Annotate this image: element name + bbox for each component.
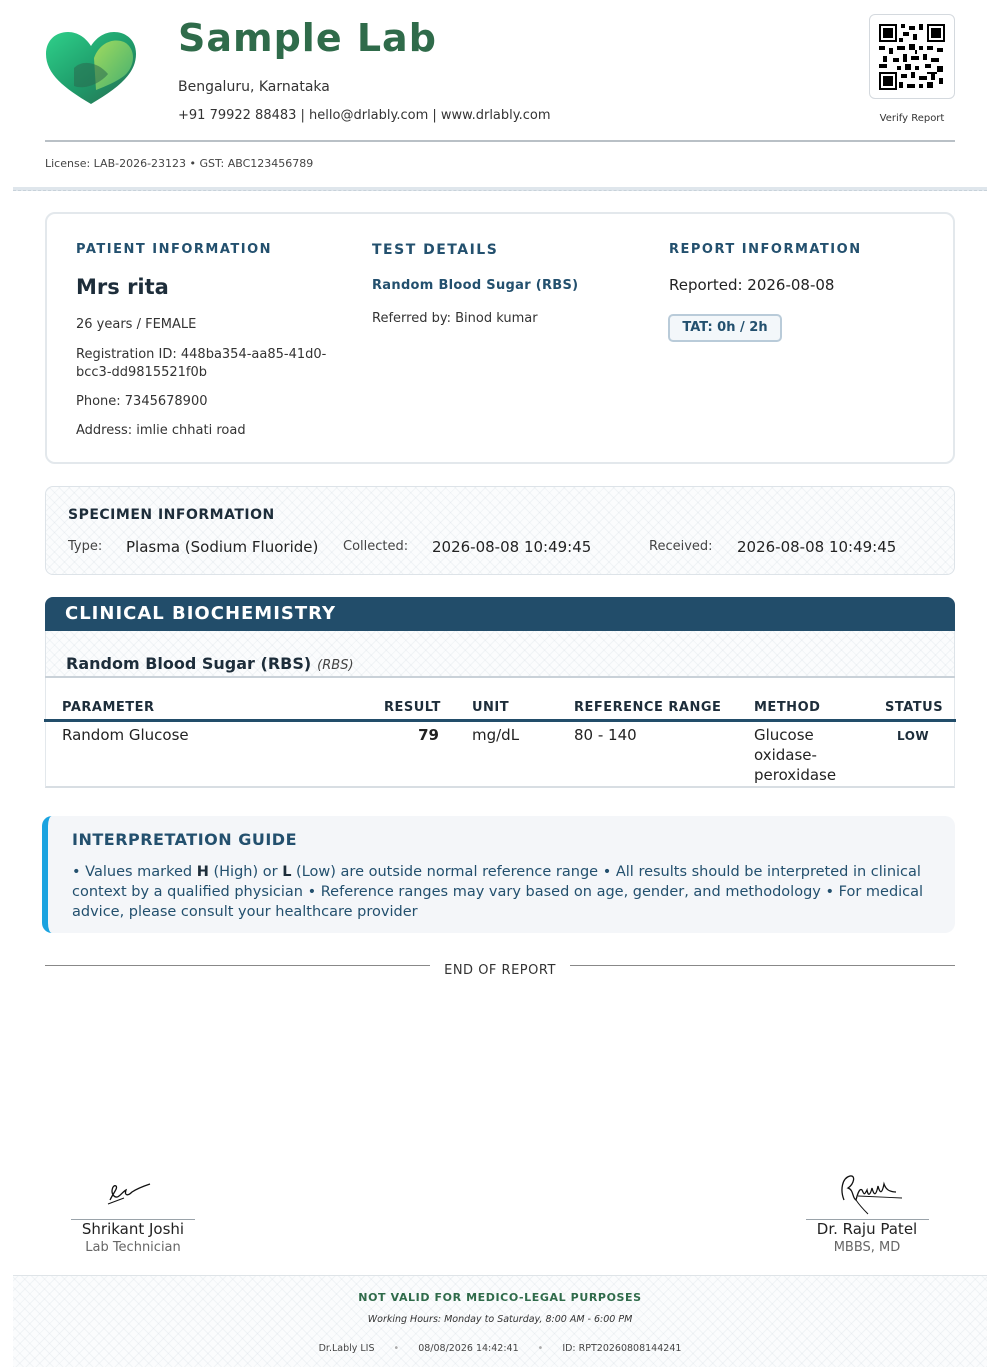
- result-status-badge: LOW: [897, 729, 930, 743]
- verify-qr-code[interactable]: [869, 14, 955, 99]
- patient-registration-id: [76, 346, 326, 382]
- specimen-card: [45, 486, 955, 575]
- footer-warning: NOT VALID FOR MEDICO-LEGAL PURPOSES: [358, 1291, 642, 1304]
- interpretation-part-2: (High) or: [208, 864, 283, 880]
- interpretation-text: [72, 862, 932, 922]
- doctor-name: Dr. Raju Patel: [816, 1220, 918, 1238]
- test-band-code: (RBS): [317, 658, 354, 673]
- interpretation-part-1: Values marked: [80, 864, 197, 880]
- test-band-name: Random Blood Sugar (RBS): [66, 654, 312, 673]
- technician-name: Shrikant Joshi: [81, 1220, 185, 1238]
- test-band-title: [66, 654, 354, 673]
- signature-doctor: [834, 1170, 904, 1220]
- header-divider: [45, 140, 955, 142]
- registration-line-1: Registration ID: 448ba354-aa85-41d0-: [76, 347, 327, 362]
- interpretation-part-3: (Low) are outside normal reference range • All results should be interpreted in clinical context by a qualified physician • Reference ranges may vary based on age, gender, and methodology • For medical advice, please consult your healthcare provider: [72, 864, 924, 920]
- result-parameter: Random Glucose: [62, 726, 189, 744]
- result-reference-range: 80 - 140: [574, 726, 637, 744]
- collected-value: 2026-08-08 10:49:45: [432, 538, 592, 556]
- interpretation-title: INTERPRETATION GUIDE: [72, 830, 298, 849]
- end-of-report: END OF REPORT: [444, 963, 556, 978]
- footer-separator: •: [393, 1343, 400, 1354]
- interpretation-bullet: •: [72, 864, 81, 880]
- received-label: Received:: [649, 539, 713, 554]
- method-line-1: Glucose: [754, 726, 814, 744]
- test-band: [45, 631, 955, 677]
- header-result: RESULT: [384, 700, 441, 715]
- method-line-2: oxidase-: [754, 746, 817, 764]
- end-of-report-line-right: [570, 965, 955, 966]
- patient-phone: Phone: 7345678900: [76, 394, 208, 409]
- patient-name: Mrs rita: [76, 275, 169, 299]
- referred-by: Referred by: Binod kumar: [372, 311, 538, 326]
- header-reference-range: REFERENCE RANGE: [574, 700, 722, 715]
- footer-timestamp: 08/08/2026 14:42:41: [418, 1343, 519, 1354]
- specimen-section-title: SPECIMEN INFORMATION: [68, 507, 275, 523]
- patient-address: Address: imlie chhati road: [76, 423, 246, 438]
- footer-working-hours: Working Hours: Monday to Saturday, 8:00 AM - 6:00 PM: [367, 1314, 633, 1325]
- patient-age-gender: 26 years / FEMALE: [76, 317, 197, 332]
- interpretation-guide: [42, 816, 955, 933]
- result-method: [754, 725, 836, 785]
- department-header: [45, 597, 955, 631]
- report-info-section-title: REPORT INFORMATION: [669, 242, 862, 257]
- tat-badge: TAT: 0h / 2h: [668, 314, 782, 342]
- department-title: CLINICAL BIOCHEMISTRY: [65, 603, 337, 624]
- lab-contact: +91 79922 88483 | hello@drlably.com | www.drlably.com: [178, 108, 551, 123]
- header-status: STATUS: [885, 700, 944, 715]
- header-band: [13, 187, 987, 191]
- collected-label: Collected:: [343, 539, 409, 554]
- test-name: Random Blood Sugar (RBS): [372, 278, 579, 293]
- result-value: 79: [418, 726, 439, 744]
- method-line-3: peroxidase: [754, 766, 837, 784]
- info-card: [45, 212, 955, 464]
- received-value: 2026-08-08 10:49:45: [737, 538, 897, 556]
- table-header-divider: [44, 719, 956, 722]
- footer: [13, 1275, 987, 1367]
- results-table: [45, 678, 955, 788]
- patient-section-title: PATIENT INFORMATION: [76, 242, 273, 257]
- footer-separator: •: [537, 1343, 544, 1354]
- technician-role: Lab Technician: [85, 1240, 181, 1255]
- test-details-section-title: TEST DETAILS: [372, 242, 499, 258]
- high-marker: H: [196, 864, 209, 880]
- end-of-report-line-left: [45, 965, 430, 966]
- lab-logo: [44, 28, 138, 108]
- signature-technician: [104, 1178, 152, 1212]
- lab-city: Bengaluru, Karnataka: [178, 79, 330, 95]
- doctor-role: MBBS, MD: [833, 1240, 901, 1255]
- header-parameter: PARAMETER: [62, 700, 155, 715]
- specimen-type-label: Type:: [68, 539, 103, 554]
- lab-name: Sample Lab: [178, 16, 437, 60]
- reported-date: Reported: 2026-08-08: [669, 276, 835, 294]
- registration-line-2: bcc3-dd9815521f0b: [76, 365, 208, 380]
- footer-system: Dr.Lably LIS: [318, 1343, 375, 1354]
- header-unit: UNIT: [472, 700, 510, 715]
- footer-report-id: ID: RPT20260808144241: [562, 1343, 682, 1354]
- header-method: METHOD: [754, 700, 821, 715]
- verify-report-label[interactable]: Verify Report: [879, 113, 945, 124]
- footer-meta: [13, 1343, 987, 1354]
- specimen-type-value: Plasma (Sodium Fluoride): [126, 538, 319, 556]
- low-marker: L: [282, 864, 292, 880]
- license-line: License: LAB-2026-23123 • GST: ABC123456789: [45, 157, 314, 170]
- result-unit: mg/dL: [472, 726, 520, 744]
